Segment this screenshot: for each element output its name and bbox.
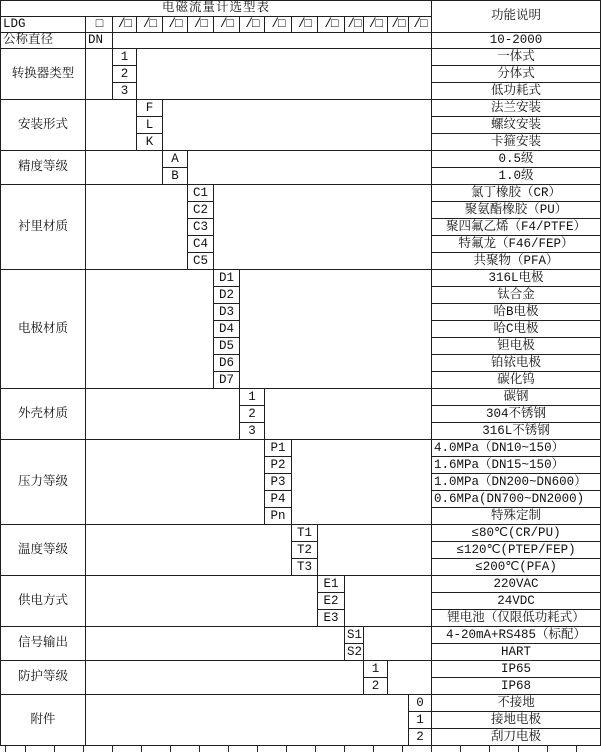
option-code: E3: [318, 610, 345, 627]
option-code: D2: [214, 287, 240, 304]
dn-row-label: 公称直径: [1, 33, 86, 49]
option-description: 铂铱电极: [432, 355, 601, 372]
option-description: 4-20mA+RS485（标配）: [432, 627, 601, 644]
model-slot-box: /□: [113, 17, 137, 33]
option-code: S2: [345, 644, 364, 661]
option-description: 1.0级: [432, 168, 601, 185]
option-code: B: [163, 168, 188, 185]
option-description: ≤120℃(PTEP/FEP): [432, 542, 601, 559]
option-code: T1: [292, 525, 318, 542]
option-code: A: [163, 151, 188, 168]
model-slot-box: /□: [345, 17, 364, 33]
right-spacer: [137, 49, 432, 100]
option-description: 钽电极: [432, 338, 601, 355]
option-code: D7: [214, 372, 240, 389]
right-spacer: [364, 627, 432, 661]
option-code: D5: [214, 338, 240, 355]
option-description: 1.0MPa（DN200~DN600）: [432, 474, 601, 491]
option-description: 304不锈钢: [432, 406, 601, 423]
option-description: 1.6MPa（DN15~150）: [432, 457, 601, 474]
option-description: 哈C电极: [432, 321, 601, 338]
option-code: P1: [265, 440, 292, 457]
model-slot-box: /□: [163, 17, 188, 33]
model-slot-box: /□: [409, 17, 432, 33]
option-code: C2: [188, 202, 214, 219]
option-description: 一体式: [432, 49, 601, 66]
table-title: 电磁流量计选型表: [1, 1, 432, 17]
option-code: F: [137, 100, 163, 117]
option-description: IP68: [432, 678, 601, 695]
option-description: IP65: [432, 661, 601, 678]
option-description: 卡箍安装: [432, 134, 601, 151]
left-spacer: [86, 661, 364, 695]
option-description: 锂电池（仅限低功耗式）: [432, 610, 601, 627]
dn-spacer: [113, 33, 432, 49]
option-code: P2: [265, 457, 292, 474]
option-description: 法兰安装: [432, 100, 601, 117]
option-description: 螺纹安装: [432, 117, 601, 134]
option-code: T2: [292, 542, 318, 559]
option-code: D1: [214, 270, 240, 287]
option-description: 氯丁橡胶（CR）: [432, 185, 601, 202]
option-description: ≤80℃(CR/PU): [432, 525, 601, 542]
model-prefix: LDG: [1, 17, 86, 33]
left-spacer: [86, 185, 188, 270]
model-slot-box: /□: [318, 17, 345, 33]
left-spacer: [86, 49, 113, 100]
option-code: 2: [364, 678, 388, 695]
option-code: P3: [265, 474, 292, 491]
option-code: 1: [409, 712, 432, 729]
category-label: 温度等级: [1, 525, 86, 576]
option-description: 共聚物（PFA）: [432, 253, 601, 270]
option-code: 1: [364, 661, 388, 678]
category-label: 外壳材质: [1, 389, 86, 440]
right-spacer: [265, 389, 432, 440]
option-code: 1: [240, 389, 265, 406]
right-spacer: [188, 151, 432, 185]
category-label: 信号输出: [1, 627, 86, 661]
left-spacer: [86, 576, 318, 627]
option-code: S1: [345, 627, 364, 644]
option-code: E1: [318, 576, 345, 593]
option-code: E2: [318, 593, 345, 610]
category-label: 压力等级: [1, 440, 86, 525]
option-description: 不接地: [432, 695, 601, 712]
right-spacer: [163, 100, 432, 151]
option-code: Pn: [265, 508, 292, 525]
left-spacer: [86, 525, 292, 576]
option-description: 220VAC: [432, 576, 601, 593]
option-code: 2: [409, 729, 432, 746]
option-code: K: [137, 134, 163, 151]
category-label: 衬里材质: [1, 185, 86, 270]
option-code: C3: [188, 219, 214, 236]
option-description: 4.0MPa（DN10~150）: [432, 440, 601, 457]
option-description: 哈B电极: [432, 304, 601, 321]
option-code: C5: [188, 253, 214, 270]
left-spacer: [86, 627, 345, 661]
category-label: 安装形式: [1, 100, 86, 151]
right-spacer: [345, 576, 432, 627]
option-description: 刮刀电极: [432, 729, 601, 746]
option-description: 316L不锈钢: [432, 423, 601, 440]
option-code: T3: [292, 559, 318, 576]
model-slot-box: /□: [292, 17, 318, 33]
dn-description: 10-2000: [432, 33, 601, 49]
category-label: 防护等级: [1, 661, 86, 695]
left-spacer: [86, 151, 163, 185]
option-code: P4: [265, 491, 292, 508]
option-description: 特殊定制: [432, 508, 601, 525]
model-slot-box: /□: [364, 17, 388, 33]
option-description: 接地电极: [432, 712, 601, 729]
left-spacer: [86, 100, 137, 151]
left-spacer: [86, 270, 214, 389]
category-label: 转换器类型: [1, 49, 86, 100]
option-description: 碳钢: [432, 389, 601, 406]
option-description: 特氟龙（F46/FEP）: [432, 236, 601, 253]
option-description: 24VDC: [432, 593, 601, 610]
left-spacer: [86, 389, 240, 440]
clipped-next-row-fragment: [0, 746, 600, 752]
category-label: 电极材质: [1, 270, 86, 389]
option-description: 钛合金: [432, 287, 601, 304]
option-code: 2: [113, 66, 137, 83]
left-spacer: [86, 695, 409, 746]
right-spacer: [318, 525, 432, 576]
option-code: D6: [214, 355, 240, 372]
category-label: 精度等级: [1, 151, 86, 185]
dn-code: DN: [86, 33, 113, 49]
function-column-header: 功能说明: [432, 1, 601, 33]
model-slot-box: /□: [240, 17, 265, 33]
right-spacer: [240, 270, 432, 389]
model-slot-box: /□: [388, 17, 409, 33]
right-spacer: [388, 661, 432, 695]
option-code: 0: [409, 695, 432, 712]
option-description: 0.5级: [432, 151, 601, 168]
model-slot-box: /□: [265, 17, 292, 33]
right-spacer: [214, 185, 432, 270]
option-description: HART: [432, 644, 601, 661]
option-code: C1: [188, 185, 214, 202]
option-description: ≤200℃(PFA): [432, 559, 601, 576]
option-code: 1: [113, 49, 137, 66]
category-label: 附件: [1, 695, 86, 746]
option-code: D3: [214, 304, 240, 321]
option-description: 低功耗式: [432, 83, 601, 100]
left-spacer: [86, 440, 265, 525]
right-spacer: [292, 440, 432, 525]
option-code: D4: [214, 321, 240, 338]
table-body: [1, 1, 601, 746]
option-description: 316L电极: [432, 270, 601, 287]
option-description: 分体式: [432, 66, 601, 83]
option-code: 3: [113, 83, 137, 100]
option-code: 3: [240, 423, 265, 440]
option-description: 聚氨酯橡胶（PU）: [432, 202, 601, 219]
option-code: 2: [240, 406, 265, 423]
option-code: L: [137, 117, 163, 134]
category-label: 供电方式: [1, 576, 86, 627]
model-slot-box: /□: [137, 17, 163, 33]
model-base-box: □: [86, 17, 113, 33]
option-code: C4: [188, 236, 214, 253]
model-slot-box: /□: [214, 17, 240, 33]
option-description: 0.6MPa(DN700~DN2000): [432, 491, 601, 508]
option-description: 聚四氟乙烯（F4/PTFE）: [432, 219, 601, 236]
option-description: 碳化钨: [432, 372, 601, 389]
model-slot-box: /□: [188, 17, 214, 33]
